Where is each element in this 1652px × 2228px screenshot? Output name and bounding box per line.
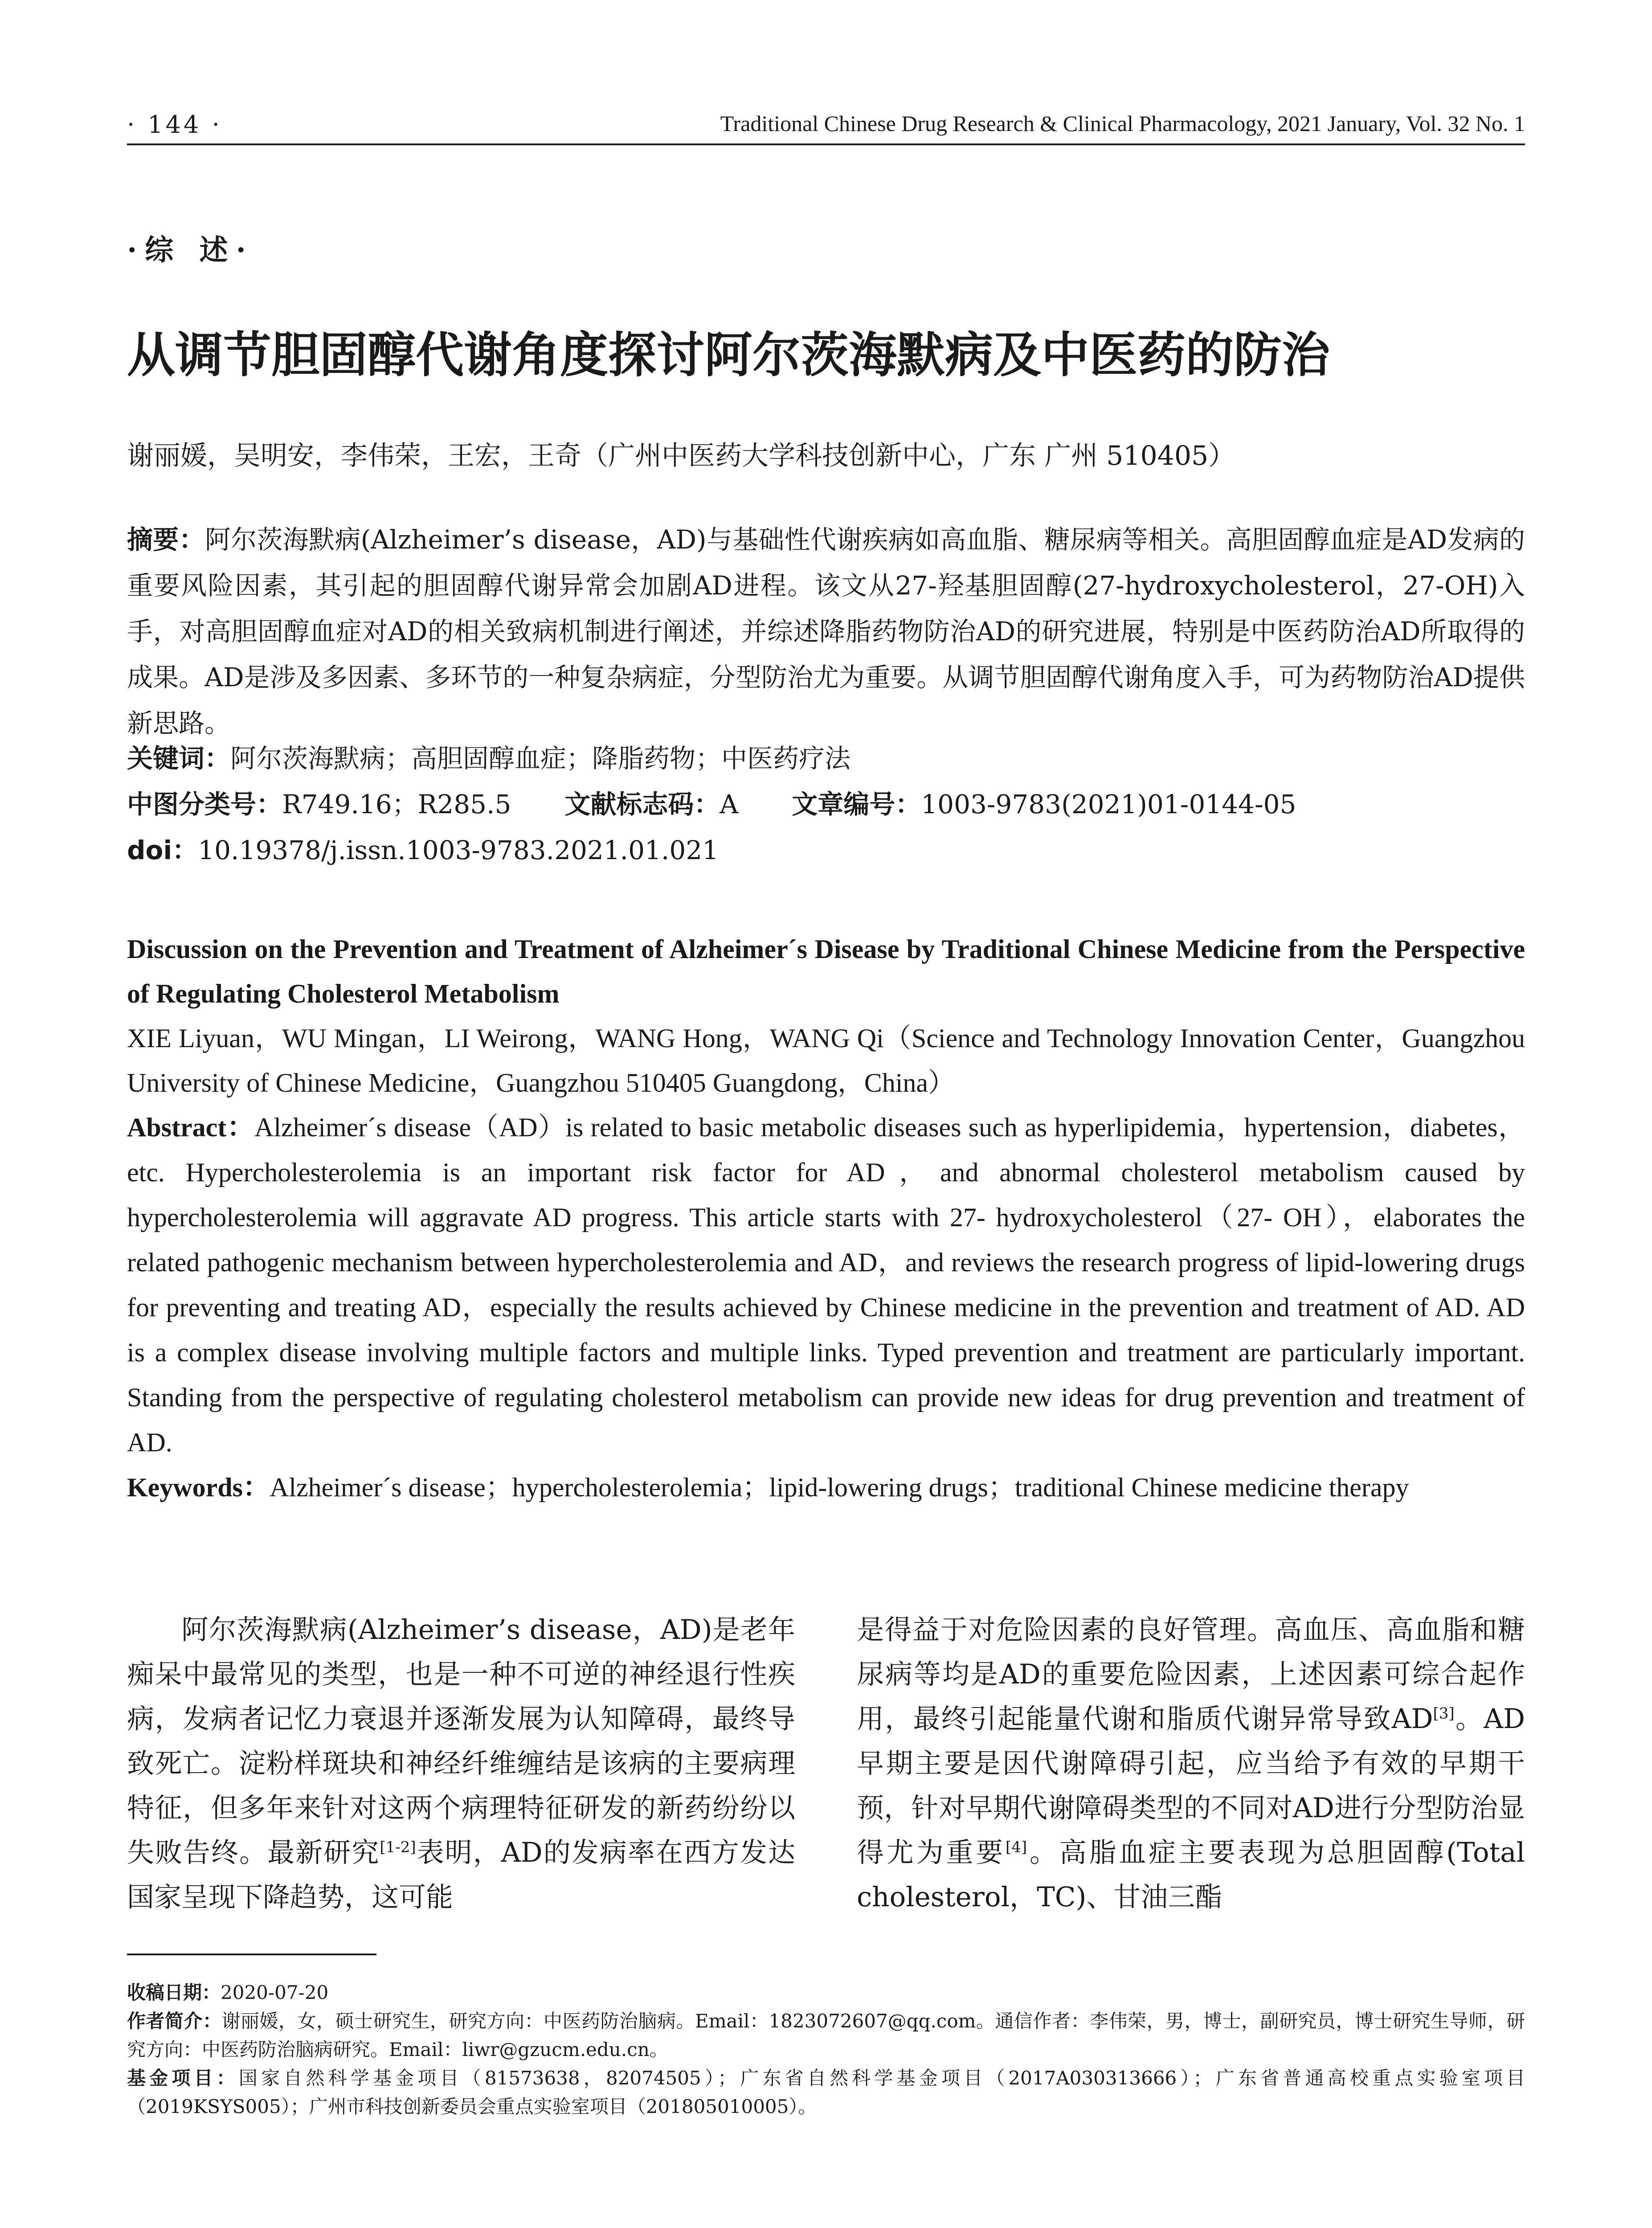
funding-text: 国家自然科学基金项目（81573638，82074505）；广东省自然科学基金项目（2017A030313666）；广东省普通高校重点实验室项目（2019KSYS005）；广州市科技创新委员会重点实验室项目（201805010005）。: [127, 2067, 1525, 2117]
funding-label: 基金项目：: [127, 2067, 239, 2089]
body-text: 。AD早期主要是因代谢障碍引起，应当给予有效的早期干预，针对早期代谢障碍类型的不同对AD进行分型防治显得尤为重要: [857, 1703, 1525, 1868]
footnotes: [127, 1978, 1525, 2121]
section-label: ·综 述·: [127, 233, 254, 267]
english-keywords-label: Keywords：: [127, 1473, 270, 1502]
english-keywords: [127, 1466, 1525, 1504]
body-column-right: [857, 1608, 1525, 1920]
chinese-abstract: [127, 517, 1525, 746]
author-bio-text: 谢丽媛，女，硕士研究生，研究方向：中医药防治脑病。Email：1823072607@qq.com。通信作者：李伟荣，男，博士，副研究员，博士研究生导师，研究方向：中医药防治脑病研究。Email：liwr@gzucm.edu.cn。: [127, 2010, 1525, 2060]
journal-header: Traditional Chinese Drug Research & Clinical Pharmacology, 2021 January, Vol. 32 No. 1: [720, 111, 1525, 136]
english-keywords-text: Alzheimer´s disease；hypercholesterolemia；lipid-lowering drugs；traditional Chinese medicine therapy: [269, 1473, 1409, 1502]
body-text: 表明，AD的发病率在西方发达国家呈现下降趋势，这可能: [127, 1837, 795, 1913]
page-number: · 144 ·: [127, 111, 222, 139]
received-date: [127, 1978, 1525, 2007]
article-number-label: 文章编号：: [792, 789, 921, 819]
author-bio-label: 作者简介：: [127, 2010, 222, 2032]
doc-code-value: A: [720, 789, 739, 819]
citation-ref[interactable]: [1-2]: [380, 1838, 416, 1856]
citation-ref[interactable]: [4]: [1006, 1838, 1027, 1856]
header-rule: [127, 143, 1525, 145]
english-authors: XIE Liyuan，WU Mingan，LI Weirong，WANG Hong，WANG Qi（Science and Technology Innovation Center，Guangzhou University of Chinese Medicine，Guangzhou 510405 Guangdong，China）: [127, 1024, 1525, 1098]
article-title: 从调节胆固醇代谢角度探讨阿尔茨海默病及中医药的防治: [127, 328, 1330, 383]
english-abstract: [127, 1105, 1525, 1465]
keywords-cn: [127, 737, 851, 775]
funding: [127, 2064, 1525, 2121]
abstract-text: 阿尔茨海默病(Alzheimer’s disease，AD)与基础性代谢疾病如高血脂、糖尿病等相关。高胆固醇血症是AD发病的重要风险因素，其引起的胆固醇代谢异常会加剧AD进程。该文从27-羟基胆固醇(27-hydroxycholesterol，27-OH)入手，对高胆固醇血症对AD的相关致病机制进行阐述，并综述降脂药物防治AD的研究进展，特别是中医药防治AD所取得的成果。AD是涉及多因素、多环节的一种复杂病症，分型防治尤为重要。从调节胆固醇代谢角度入手，可为药物防治AD提供新思路。: [127, 524, 1525, 738]
english-abstract-text: Alzheimer´s disease（AD）is related to basic metabolic diseases such as hyperlipidemia，hypertension，diabetes，etc. Hypercholesterolemia is an important risk factor for AD，and abnormal cholesterol metabolism caused by hypercholesterolemia will aggravate AD progress. This article starts with 27- hydroxycholesterol（27- OH），elaborates the related pathogenic mechanism between hypercholesterolemia and AD，and reviews the research progress of lipid-lowering drugs for preventing and treating AD，especially the results achieved by Chinese medicine in the prevention and treatment of AD. AD is a complex disease involving multiple factors and multiple links. Typed prevention and treatment are particularly important. Standing from the perspective of regulating cholesterol metabolism can provide new ideas for drug prevention and treatment of AD.: [127, 1113, 1525, 1457]
doi-value[interactable]: 10.19378/j.issn.1003-9783.2021.01.021: [198, 835, 719, 865]
received-value: 2020-07-20: [221, 1982, 329, 2003]
received-label: 收稿日期：: [127, 1982, 221, 2003]
english-title: Discussion on the Prevention and Treatment of Alzheimer´s Disease by Traditional Chinese Medicine from the Perspective of Regulating Cholesterol Metabolism: [127, 934, 1525, 1008]
doi-line: [127, 829, 719, 867]
keywords-cn-label: 关键词：: [127, 743, 231, 774]
doi-label: doi：: [127, 835, 198, 865]
clc-value: R749.16；R285.5: [282, 789, 511, 819]
author-line: 谢丽媛，吴明安，李伟荣，王宏，王奇（广州中医药大学科技创新中心，广东 广州 510405）: [127, 440, 1235, 471]
body-text: 阿尔茨海默病(Alzheimer’s disease，AD)是老年痴呆中最常见的类型，也是一种不可逆的神经退行性疾病，发病者记忆力衰退并逐渐发展为认知障碍，最终导致死亡。淀粉样斑块和神经纤维缠结是该病的主要病理特征，但多年来针对这两个病理特征研发的新药纷纷以失败告终。最新研究: [127, 1614, 795, 1868]
body-text: 是得益于对危险因素的良好管理。高血压、高血脂和糖尿病等均是AD的重要危险因素，上述因素可综合起作用，最终引起能量代谢和脂质代谢异常导致AD: [857, 1614, 1525, 1735]
body-text: 。高脂血症主要表现为总胆固醇(Total cholesterol，TC)、甘油三酯: [857, 1837, 1525, 1913]
abstract-label: 摘要：: [127, 524, 205, 555]
keywords-cn-text: 阿尔茨海默病；高胆固醇血症；降脂药物；中医药疗法: [230, 743, 851, 774]
classification-line: [127, 783, 1296, 821]
article-number-value: 1003-9783(2021)01-0144-05: [921, 789, 1296, 819]
body-column-left: [127, 1608, 795, 1920]
author-bio: [127, 2007, 1525, 2064]
footnote-rule: [127, 1954, 376, 1955]
clc-label: 中图分类号：: [127, 789, 282, 819]
doc-code-label: 文献标志码：: [564, 789, 720, 819]
english-abstract-label: Abstract：: [127, 1113, 254, 1142]
citation-ref[interactable]: [3]: [1433, 1704, 1455, 1723]
